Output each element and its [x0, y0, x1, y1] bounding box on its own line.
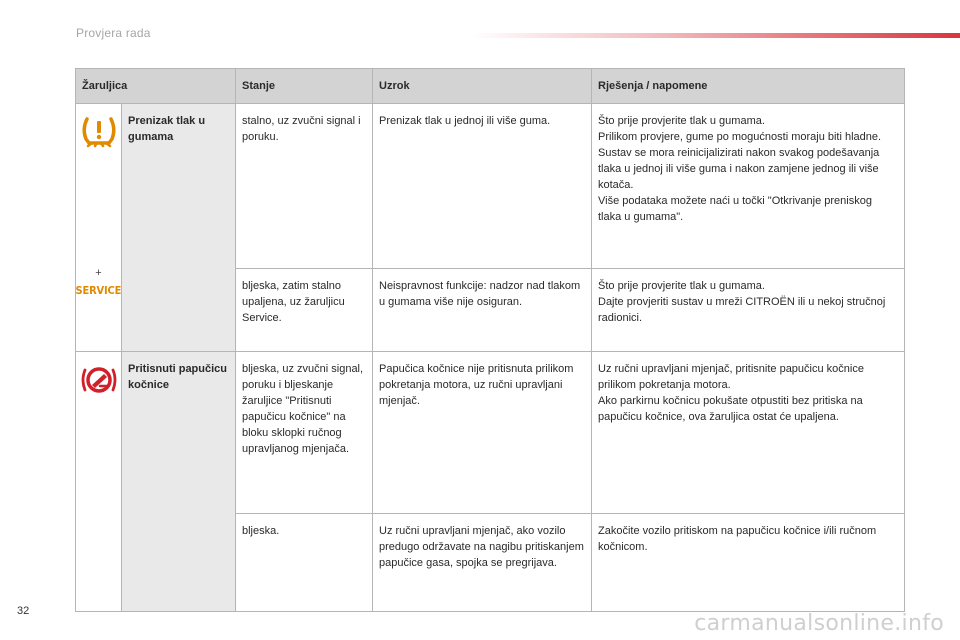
table-header-row [76, 69, 905, 104]
lamp-icon-cell [76, 104, 122, 352]
cause-cell: Prenizak tlak u jednoj ili više guma. [373, 104, 592, 269]
plus-sign: + [95, 267, 102, 279]
state-cell: bljeska, zatim stalno upaljena, uz žaruljicu Service. [236, 269, 373, 352]
page-header-title: Provjera rada [76, 26, 151, 40]
solution-cell [592, 269, 905, 352]
solution-line: Više podataka možete naći u točki "Otkrivanje preniskog tlaka u gumama". [598, 195, 872, 223]
cause-cell: Neispravnost funkcije: nadzor nad tlakom u gumama više nije osiguran. [373, 269, 592, 352]
warning-lamps-table [75, 68, 905, 612]
solution-line: Prilikom provjere, gume po mogućnosti moraju biti hladne. [598, 131, 882, 143]
solution-cell [592, 514, 905, 612]
table-row [76, 352, 905, 514]
header-accent-bar [470, 33, 960, 38]
state-cell: stalno, uz zvučni signal i poruku. [236, 104, 373, 269]
brake-pedal-warning-icon [80, 363, 118, 397]
column-header-state: Stanje [236, 69, 373, 104]
solution-line: Uz ručni upravljani mjenjač, pritisnite papučicu kočnice prilikom pokretanja motora. [598, 363, 864, 391]
solution-line: Zakočite vozilo pritiskom na papučicu kočnice i/ili ručnom kočnicom. [598, 525, 877, 553]
service-warning-icon: SERVICE [75, 284, 122, 297]
lamp-name-cell: Pritisnuti papučicu kočnice [122, 352, 236, 612]
cause-cell: Uz ručni upravljani mjenjač, ako vozilo predugo održavate na nagibu pritiskanjem papučice gasa, spojka se pregrijava. [373, 514, 592, 612]
lamp-icon-cell [76, 352, 122, 612]
solution-line: Sustav se mora reinicijalizirati nakon svakog podešavanja tlaka u jednoj ili više guma i nakon zamjene jednog ili više kotača. [598, 147, 880, 191]
state-cell: bljeska, uz zvučni signal, poruku i bljeskanje žaruljice "Pritisnuti papučicu kočnice" na bloku sklopki ručnog upravljanog mjenjača. [236, 352, 373, 514]
column-header-solution: Rješenja / napomene [592, 69, 905, 104]
solution-line: Dajte provjeriti sustav u mreži CITROËN ili u nekoj stručnoj radionici. [598, 296, 886, 324]
cause-cell: Papučica kočnice nije pritisnuta prilikom pokretanja motora, uz ručni upravljani mjenjač. [373, 352, 592, 514]
solution-line: Ako parkirnu kočnicu pokušate otpustiti bez pritiska na papučicu kočnice, ova žaruljica ostat će upaljena. [598, 395, 863, 423]
solution-line: Što prije provjerite tlak u gumama. [598, 115, 765, 127]
solution-line: Što prije provjerite tlak u gumama. [598, 280, 765, 292]
state-cell: bljeska. [236, 514, 373, 612]
page-number: 32 [17, 605, 30, 617]
watermark-text: carmanualsonline.info [694, 611, 944, 636]
lamp-name-cell: Prenizak tlak u gumama [122, 104, 236, 352]
column-header-cause: Uzrok [373, 69, 592, 104]
column-header-lamp: Žaruljica [76, 69, 236, 104]
solution-cell [592, 352, 905, 514]
solution-cell [592, 104, 905, 269]
table-row [76, 104, 905, 269]
tyre-pressure-warning-icon [81, 115, 117, 149]
